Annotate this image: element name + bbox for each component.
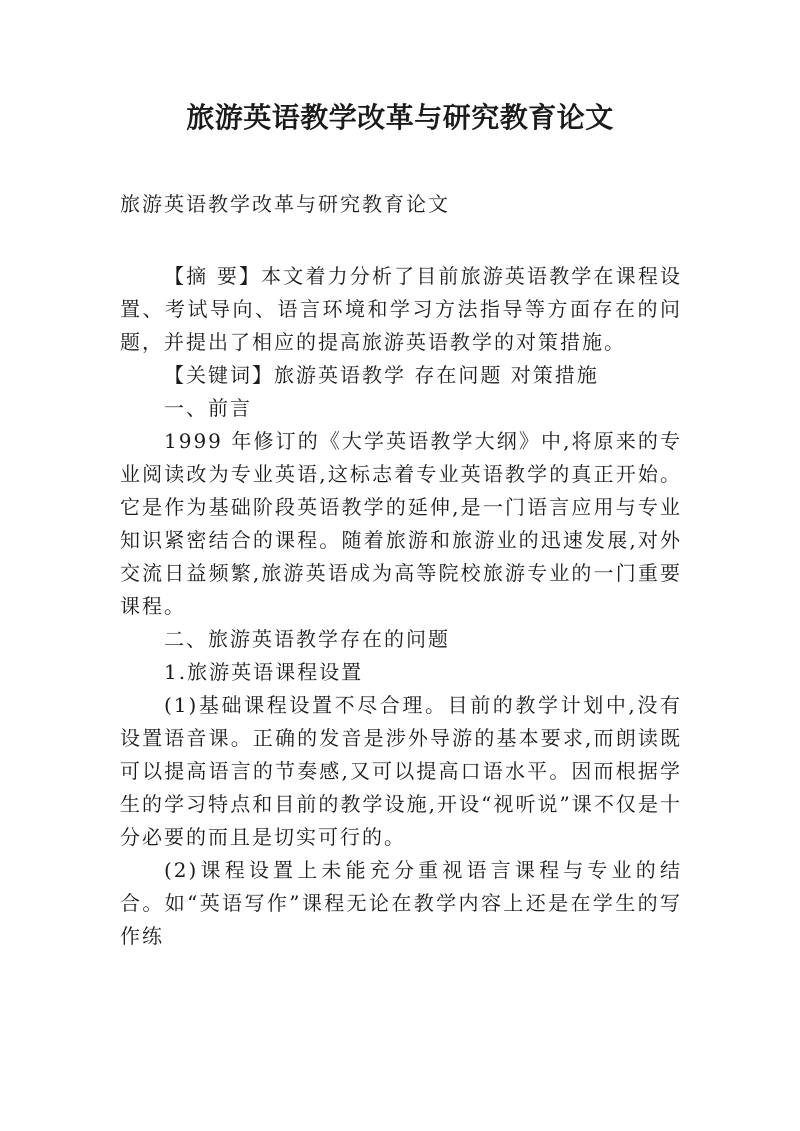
document-body xyxy=(120,260,682,953)
preface-paragraph: 1999 年修订的《大学英语教学大纲》中,将原来的专业阅读改为专业英语,这标志着专业英语教学的真正开始。它是作为基础阶段英语教学的延伸,是一门语言应用与专业知识紧密结合的课程。随着旅游和旅游业的迅速发展,对外交流日益频繁,旅游英语成为高等院校旅游专业的一门重要课程。 xyxy=(120,429,682,618)
curriculum-point-2: (2)课程设置上未能充分重视语言课程与专业的结合。如“英语写作”课程无论在教学内容上还是在学生的写作练 xyxy=(120,858,682,948)
curriculum-point-1: (1)基础课程设置不尽合理。目前的教学计划中,没有设置语音课。正确的发音是涉外导游的基本要求,而朗读既可以提高语言的节奏感,又可以提高口语水平。因而根据学生的学习特点和目前的教学设施,开设“视听说”课不仅是十分必要的而且是切实可行的。 xyxy=(120,693,682,849)
document-title: 旅游英语教学改革与研究教育论文 xyxy=(186,101,614,134)
document-subtitle: 旅游英语教学改革与研究教育论文 xyxy=(120,192,450,216)
section-heading-preface: 一、前言 xyxy=(164,396,252,420)
subsection-heading-curriculum: 1.旅游英语课程设置 xyxy=(164,660,364,684)
keywords-paragraph: 【关键词】旅游英语教学 存在问题 对策措施 xyxy=(164,363,599,387)
section-heading-problems: 二、旅游英语教学存在的问题 xyxy=(164,627,450,651)
abstract-paragraph: 【摘 要】本文着力分析了目前旅游英语教学在课程设置、考试导向、语言环境和学习方法指导等方面存在的问题，并提出了相应的提高旅游英语教学的对策措施。 xyxy=(120,264,682,354)
